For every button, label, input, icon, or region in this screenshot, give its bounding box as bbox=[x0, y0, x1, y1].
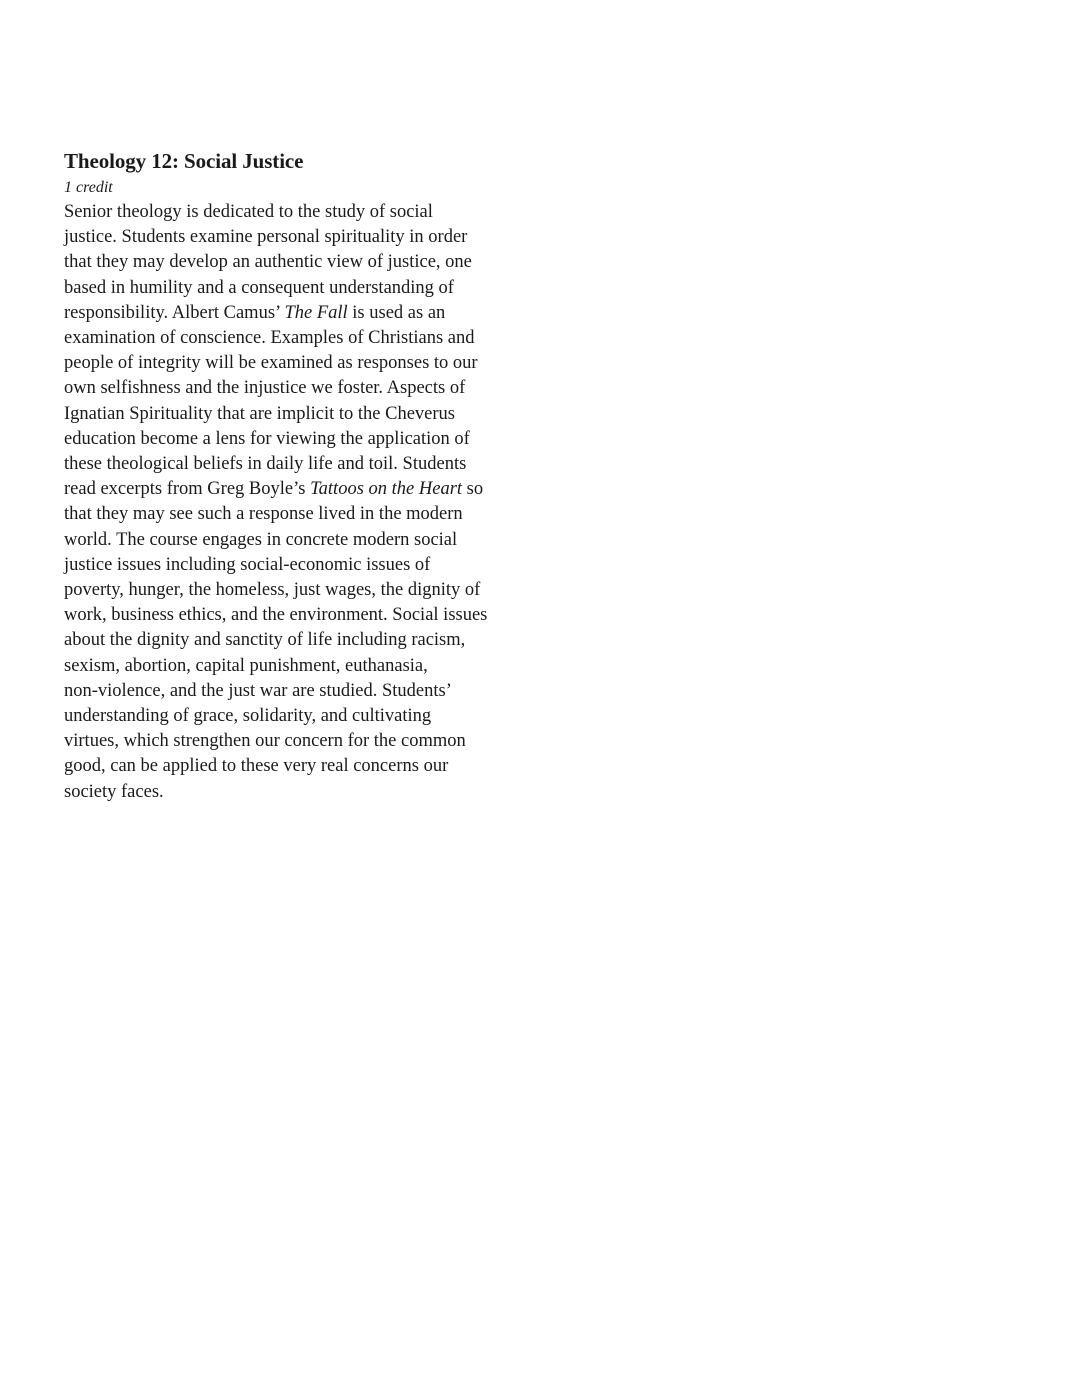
description-line bbox=[64, 603, 519, 628]
description-text: world. The course engages in concrete modern social bbox=[64, 529, 458, 550]
description-line bbox=[64, 704, 519, 729]
book-title: The Fall bbox=[284, 302, 348, 323]
course-title: Theology 12: Social Justice bbox=[64, 149, 304, 173]
description-text: based in humility and a consequent understanding of bbox=[64, 277, 454, 298]
description-text: about the dignity and sanctity of life including racism, bbox=[64, 630, 466, 651]
description-text: these theological beliefs in daily life and toil. Students bbox=[64, 454, 467, 475]
description-text: examination of conscience. Examples of Christians and bbox=[64, 328, 475, 349]
course-entry bbox=[64, 146, 519, 805]
description-text: Senior theology is dedicated to the study of social bbox=[64, 202, 433, 222]
description-text: poverty, hunger, the homeless, just wages, the dignity of bbox=[64, 580, 481, 601]
description-text: non-violence, and the just war are studied. Students’ bbox=[64, 680, 452, 701]
description-line bbox=[64, 477, 519, 502]
description-text: Ignatian Spirituality that are implicit to the Cheverus bbox=[64, 403, 455, 424]
description-text: people of integrity will be examined as responses to our bbox=[64, 353, 478, 374]
description-text: that they may see such a response lived in the modern bbox=[64, 504, 463, 525]
description-text: own selfishness and the injustice we foster. Aspects of bbox=[64, 378, 466, 399]
description-line bbox=[64, 376, 519, 401]
description-text: so bbox=[462, 479, 484, 500]
description-line bbox=[64, 754, 519, 779]
description-text: that they may develop an authentic view of justice, one bbox=[64, 252, 472, 273]
description-line bbox=[64, 628, 519, 653]
description-line bbox=[64, 276, 519, 301]
description-line bbox=[64, 402, 519, 427]
description-line bbox=[64, 780, 519, 805]
description-text: good, can be applied to these very real concerns our bbox=[64, 756, 449, 777]
description-text: work, business ethics, and the environment. Social issues bbox=[64, 605, 488, 626]
course-description bbox=[64, 200, 519, 805]
description-text: justice. Students examine personal spirituality in order bbox=[64, 227, 468, 248]
description-text: education become a lens for viewing the application of bbox=[64, 428, 470, 449]
description-line bbox=[64, 528, 519, 553]
description-line bbox=[64, 351, 519, 376]
description-text: responsibility. Albert Camus’ bbox=[64, 302, 285, 323]
course-credit: 1 credit bbox=[64, 179, 113, 196]
description-text: justice issues including social-economic issues of bbox=[64, 554, 431, 575]
book-title: Tattoos on the Heart bbox=[310, 479, 463, 500]
description-line bbox=[64, 553, 519, 578]
description-line bbox=[64, 301, 519, 326]
description-line bbox=[64, 200, 519, 225]
description-line bbox=[64, 578, 519, 603]
description-line bbox=[64, 729, 519, 754]
description-line bbox=[64, 452, 519, 477]
description-line bbox=[64, 225, 519, 250]
description-line bbox=[64, 326, 519, 351]
description-text: understanding of grace, solidarity, and cultivating bbox=[64, 706, 432, 727]
description-line bbox=[64, 502, 519, 527]
description-line bbox=[64, 427, 519, 452]
description-line bbox=[64, 679, 519, 704]
description-line bbox=[64, 250, 519, 275]
description-line bbox=[64, 654, 519, 679]
description-text: sexism, abortion, capital punishment, euthanasia, bbox=[64, 655, 428, 676]
description-text: virtues, which strengthen our concern for the common bbox=[64, 731, 466, 752]
description-text: society faces. bbox=[64, 781, 164, 802]
description-text: read excerpts from Greg Boyle’s bbox=[64, 479, 311, 500]
description-text: is used as an bbox=[347, 302, 446, 323]
